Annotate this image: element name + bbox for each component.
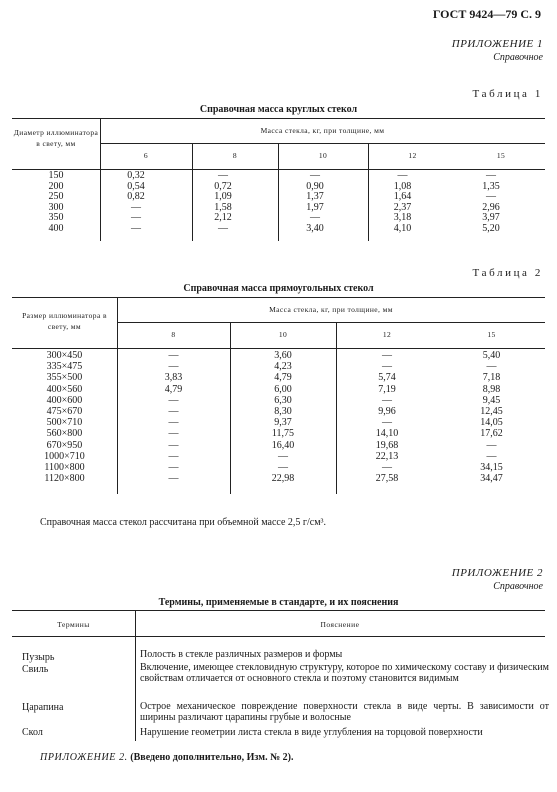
- table2-cell: —: [382, 394, 392, 406]
- table2-cell: 335×475: [46, 361, 83, 373]
- table2-cell: 1120×800: [44, 473, 85, 485]
- table1-thickness-6: 6: [143, 151, 149, 160]
- table2-cell: 7,19: [378, 383, 396, 395]
- table2-cell: 5,40: [482, 350, 501, 361]
- table2-cell: —: [168, 406, 179, 417]
- table1-label: Таблица 1: [472, 88, 543, 100]
- table1-thickness-10: 10: [318, 151, 328, 160]
- table2-cell: 475×670: [46, 406, 83, 417]
- table1-cell: 0,54: [127, 180, 145, 192]
- table2-cell: 400×600: [46, 394, 83, 406]
- table2-cell: 3,83: [164, 372, 183, 384]
- table2-cell: —: [278, 450, 288, 462]
- table3-col-explanation: Пояснение: [320, 620, 360, 629]
- table2-cell: 11,75: [271, 428, 295, 440]
- table2-cell: 560×800: [46, 428, 83, 440]
- table1-cell: —: [131, 212, 141, 223]
- table2-thickness-15: 15: [487, 330, 496, 339]
- table2-cell: 670×950: [46, 439, 83, 451]
- table2-cell: 6,00: [274, 383, 292, 395]
- table2-cell: 4,23: [274, 361, 292, 373]
- term-scratch: Царапина: [22, 702, 64, 713]
- table2-header-rule: [12, 348, 545, 349]
- table1-cell: 5,20: [482, 222, 500, 234]
- table1-cell: 2,37: [393, 201, 412, 213]
- table2-cell: 27,58: [375, 473, 399, 485]
- table1-cell: —: [486, 191, 496, 202]
- table1-cell: 2,96: [482, 201, 500, 213]
- appendix1-title: ПРИЛОЖЕНИЕ 1: [451, 38, 543, 50]
- table2-cell: 500×710: [46, 417, 83, 429]
- table2-cell: 9,37: [274, 417, 292, 429]
- table1-cell: 400: [48, 222, 64, 234]
- table1-cell: —: [218, 222, 228, 234]
- table1-thickness-8: 8: [232, 151, 238, 160]
- table2-cell: 355×500: [46, 372, 83, 384]
- appendix1-subtitle: Справочное: [493, 52, 543, 63]
- table1-cell: —: [397, 170, 408, 181]
- table1-thickness-12: 12: [408, 151, 417, 160]
- table2-cell: —: [168, 428, 179, 440]
- appendix2-title: ПРИЛОЖЕНИЕ 2: [451, 567, 543, 579]
- table2-cell: 1000×710: [44, 450, 85, 462]
- table1-cell: 3,18: [393, 212, 412, 223]
- table1-cell: 300: [48, 201, 64, 213]
- table1-cell: 200: [48, 180, 64, 192]
- table2-cell: —: [168, 439, 179, 451]
- table1-cell: 1,64: [393, 191, 412, 202]
- table1-cell: 4,10: [393, 222, 412, 234]
- table1-cell: —: [310, 170, 320, 181]
- term-streak-explanation: Включение, имеющее стекловидную структуру, которое по химическому составу и физическим свойствам отличается от основного стекла и поэтому становится видимым: [140, 662, 549, 684]
- table1-cell: 1,09: [214, 191, 232, 202]
- table2-cell: 14,05: [480, 417, 503, 429]
- table2-cell: 4,79: [274, 372, 292, 384]
- table2-cell: 300×450: [46, 350, 83, 361]
- table2-cell: —: [382, 361, 392, 373]
- table2-cell: 3,60: [274, 350, 292, 361]
- table1-cell: —: [131, 222, 141, 234]
- table2-cell: 9,96: [378, 406, 396, 417]
- table2-cell: 34,15: [480, 462, 503, 473]
- table2-cell: 8,30: [274, 406, 292, 417]
- table3-col-terms: Термины: [57, 620, 90, 629]
- table2-cell: —: [168, 361, 179, 373]
- table2-group-rule: [117, 322, 545, 323]
- table1-cell: —: [131, 201, 141, 213]
- term-bubble: Пузырь: [22, 652, 55, 663]
- table1-cell: 1,97: [306, 201, 324, 213]
- table2-label: Таблица 2: [472, 267, 543, 279]
- table2-cell: 5,74: [378, 372, 396, 384]
- table2-caption: Справочная масса прямоугольных стекол: [183, 283, 374, 294]
- footer-appendix-ref: ПРИЛОЖЕНИЕ 2.: [40, 752, 128, 763]
- table3-divider: [135, 610, 136, 741]
- table1-cell: —: [310, 212, 320, 223]
- table3-caption: Термины, применяемые в стандарте, и их пояснения: [158, 597, 399, 608]
- table1-cell: 0,82: [127, 191, 145, 202]
- table1-cell: 150: [48, 170, 64, 181]
- table2-group-header: Масса стекла, кг, при толщине, мм: [269, 305, 393, 314]
- table2-cell: —: [382, 417, 392, 429]
- footer-amendment: (Введено дополнительно, Изм. № 2).: [130, 752, 294, 763]
- table1-cell: 3,40: [306, 222, 324, 234]
- table2-cell: 19,68: [375, 439, 399, 451]
- table2-thickness-12: 12: [382, 330, 392, 339]
- table1-cell: 0,32: [127, 170, 145, 181]
- table2-cell: —: [168, 417, 179, 429]
- table2-cell: 16,40: [271, 439, 295, 451]
- density-note: Справочная масса стекол рассчитана при объемной массе 2,5 г/см³.: [40, 517, 327, 528]
- table2-cell: —: [382, 350, 392, 361]
- table2-cell: —: [278, 462, 288, 473]
- table2-cell: 22,13: [375, 450, 399, 462]
- table2-cell: 9,45: [482, 394, 501, 406]
- table2-cell: —: [168, 394, 179, 406]
- table1-col0-header: Диаметр иллюминатора в свету, мм: [13, 128, 99, 148]
- table2-thickness-10: 10: [278, 330, 288, 339]
- table2-cell: 34,47: [480, 473, 503, 485]
- table1-cell: 3,97: [482, 212, 500, 223]
- table2-cell: 12,45: [480, 406, 503, 417]
- table2-cell: —: [168, 450, 179, 462]
- table2-cell: —: [486, 450, 497, 462]
- table2-cell: 8,98: [482, 383, 501, 395]
- table1-cell: 250: [48, 191, 64, 202]
- table2-cell: —: [486, 361, 497, 373]
- term-streak: Свиль: [22, 664, 49, 675]
- table1-cell: 1,58: [214, 201, 232, 213]
- table1-cell: 1,35: [482, 180, 500, 192]
- table2-top-rule: [12, 297, 545, 298]
- table1-cell: 0,72: [214, 180, 232, 192]
- table2-cell: —: [168, 473, 179, 485]
- table2-cell: —: [486, 439, 497, 451]
- table1-group-header: Масса стекла, кг, при толщине, мм: [260, 126, 385, 135]
- table2-cell: 22,98: [271, 473, 295, 485]
- table1-cell: 1,08: [393, 180, 412, 192]
- table2-cell: 14,10: [375, 428, 399, 440]
- table2-cell: —: [382, 462, 392, 473]
- table2-cell: 6,30: [274, 394, 292, 406]
- term-bubble-explanation: Полость в стекле различных размеров и формы: [140, 649, 343, 660]
- term-chip: Скол: [22, 727, 43, 738]
- table1-cell: 350: [48, 212, 64, 223]
- table1-caption: Справочная масса круглых стекол: [199, 104, 358, 115]
- term-chip-explanation: Нарушение геометрии листа стекла в виде углубления на торцовой поверхности: [140, 727, 483, 738]
- term-scratch-explanation: Острое механическое повреждение поверхности стекла в виде черты. В зависимости от ширины различают царапины грубые и волосные: [140, 701, 549, 723]
- table1-cell: —: [486, 170, 496, 181]
- table2-cell: 1100×800: [44, 462, 85, 473]
- table1-cell: 2,12: [214, 212, 232, 223]
- table2-cell: —: [168, 350, 179, 361]
- table2-thickness-8: 8: [171, 330, 176, 339]
- page-header: ГОСТ 9424—79 С. 9: [432, 7, 541, 21]
- table1-thickness-15: 15: [496, 151, 506, 160]
- table2-col0-header: Размер иллюминатора в свету, мм: [22, 311, 107, 331]
- appendix2-subtitle: Справочное: [493, 581, 543, 592]
- table2-cell: 17,62: [480, 428, 503, 440]
- table3-header-rule: [12, 636, 545, 637]
- table1-cell: —: [218, 170, 228, 181]
- table2-cell: —: [168, 462, 179, 473]
- table2-cell: 400×560: [46, 383, 83, 395]
- footer-note: [40, 752, 293, 763]
- table3-top-rule: [12, 610, 545, 611]
- table2-cell: 4,79: [164, 383, 183, 395]
- table1-cell: 0,90: [306, 180, 324, 192]
- table1-cell: 1,37: [306, 191, 324, 202]
- table2-cell: 7,18: [482, 372, 501, 384]
